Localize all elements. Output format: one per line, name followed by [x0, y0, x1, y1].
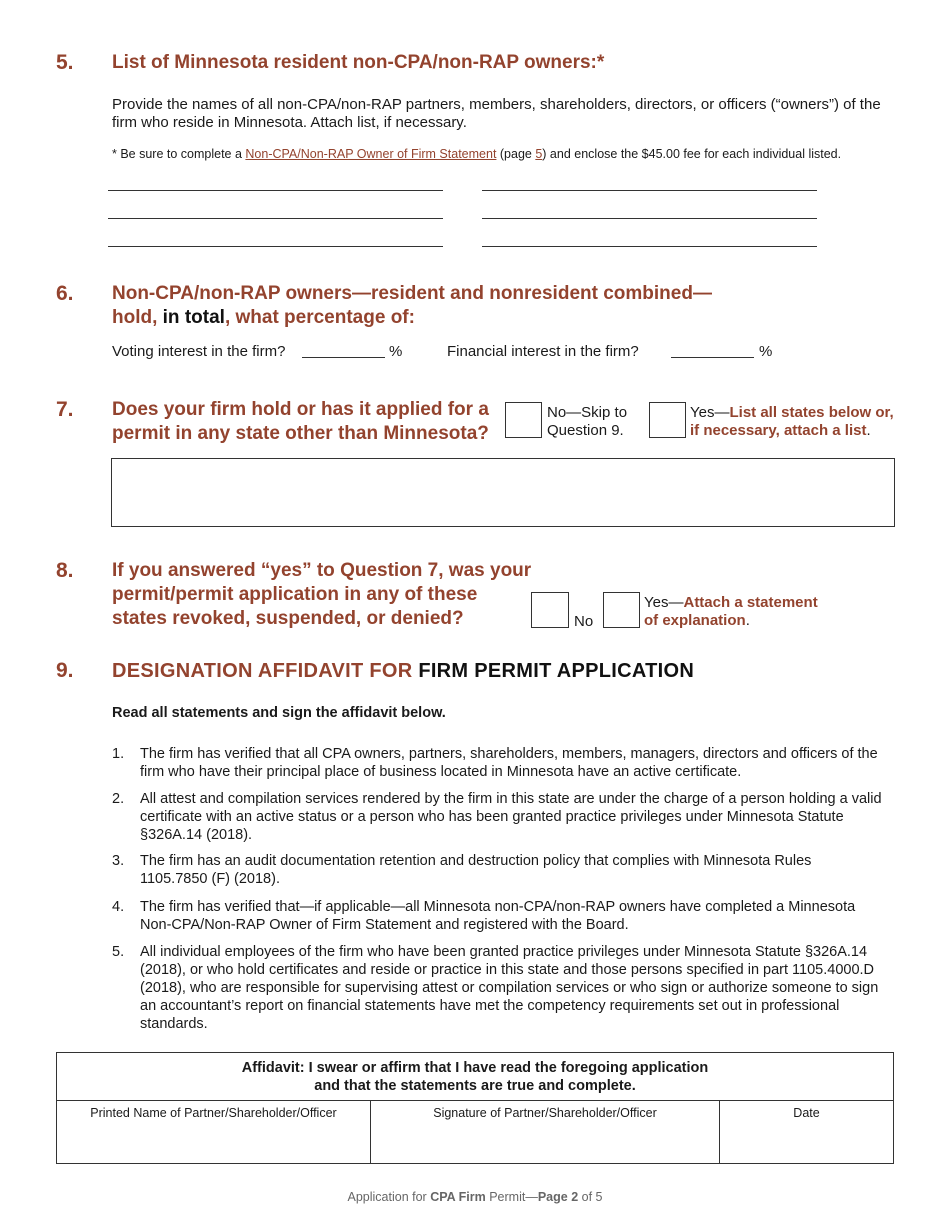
statement-number: 1. [112, 746, 125, 762]
q5-note-prefix: * Be sure to complete a [112, 147, 246, 161]
statement-number: 3. [112, 853, 125, 869]
page-5-link[interactable]: 5 [535, 147, 543, 161]
q7-yes-prefix: Yes— [690, 404, 730, 421]
q9-title-part-b: FIRM PERMIT APPLICATION [418, 660, 695, 682]
q8-yes-checkbox[interactable] [603, 592, 640, 628]
q6-title-part-a: hold, [112, 307, 163, 328]
q6-title [112, 282, 712, 330]
q5-title: List of Minnesota resident non-CPA/non-RAP owners:* [112, 52, 605, 73]
statement-number: 4. [112, 899, 125, 915]
q8-yes-prefix: Yes— [644, 594, 684, 611]
footer-prefix: Application for [347, 1190, 431, 1204]
footer-cpa-firm: CPA Firm [430, 1190, 486, 1204]
statement-text: All attest and compilation services rendered by the firm in this state are under the charge of a person holding a valid certificate with an active status or a person who has been granted practice privileges under Minnesota Statute §326A.14 (2018). [140, 791, 882, 843]
financial-interest-label: Financial interest in the firm? [447, 343, 639, 360]
q5-number: 5. [56, 51, 74, 74]
page-footer [0, 1190, 950, 1204]
q5-note [112, 147, 902, 161]
q6-title-part-b: in total [162, 307, 225, 328]
owner-name-line-3[interactable] [108, 218, 443, 219]
q8-yes-period: . [745, 612, 750, 629]
q8-yes-instruction: Attach a statement [683, 594, 818, 611]
q8-number: 8. [56, 559, 74, 582]
date-cell[interactable] [720, 1101, 894, 1164]
q8-yes-label [644, 594, 818, 630]
affidavit-table [56, 1052, 894, 1164]
owner-statement-link[interactable]: Non-CPA/Non-RAP Owner of Firm Statement [245, 147, 497, 161]
q9-title [112, 659, 694, 683]
q7-no-checkbox[interactable] [505, 402, 542, 438]
voting-interest-label: Voting interest in the firm? [112, 343, 286, 360]
owner-name-line-6[interactable] [482, 246, 817, 247]
q8-no-label: No [574, 613, 594, 630]
statement-text: The firm has verified that—if applicable—all Minnesota non-CPA/non-RAP owners have completed a Minnesota Non-CPA/Non-RAP Owner of Firm Statement and registered with the Board. [140, 899, 856, 933]
footer-suffix: of 5 [578, 1190, 603, 1204]
financial-percent-sign: % [759, 343, 773, 360]
footer-page-number: Page 2 [537, 1190, 579, 1204]
states-list-textarea[interactable] [111, 458, 895, 527]
q6-number: 6. [56, 282, 74, 305]
q7-title [112, 398, 489, 446]
q8-title [112, 559, 531, 631]
q5-note-suffix: ) and enclose the $45.00 fee for each individual listed. [542, 147, 842, 161]
q7-title-line1: Does your firm hold or has it applied for a [112, 399, 489, 420]
q6-title-line1: Non-CPA/non-RAP owners—resident and nonresident combined— [112, 283, 712, 304]
q8-yes-instruction-line2: of explanation [644, 612, 746, 629]
date-label: Date [793, 1106, 820, 1120]
q7-yes-label [690, 404, 894, 440]
owner-name-line-4[interactable] [482, 218, 817, 219]
owner-name-line-5[interactable] [108, 246, 443, 247]
q7-no-label [547, 404, 627, 440]
q7-no-line2: Question 9. [547, 422, 624, 439]
printed-name-label: Printed Name of Partner/Shareholder/Officer [90, 1106, 337, 1120]
q5-description: Provide the names of all non-CPA/non-RAP partners, members, shareholders, directors, or officers (“owners”) of the firm who reside in Minnesota. Attach list, if necessary. [112, 96, 881, 131]
q8-title-line2: permit/permit application in any of these [112, 584, 478, 605]
voting-interest-field[interactable] [302, 357, 385, 358]
footer-mid: Permit— [485, 1190, 538, 1204]
q7-title-line2: permit in any state other than Minnesota? [112, 423, 489, 444]
statement-text: The firm has an audit documentation retention and destruction policy that complies with Minnesota Rules 1105.7850 (F) (2018). [140, 853, 812, 887]
q6-title-part-c: , what percentage of: [224, 307, 415, 328]
q5-note-page-prefix: (page [496, 147, 536, 161]
q8-title-line1: If you answered “yes” to Question 7, was your [112, 560, 532, 581]
q9-number: 9. [56, 659, 74, 682]
q7-number: 7. [56, 398, 74, 421]
owner-name-line-2[interactable] [482, 190, 817, 191]
owner-name-line-1[interactable] [108, 190, 443, 191]
statement-number: 2. [112, 791, 125, 807]
q6-title-line2 [112, 306, 712, 330]
affidavit-statement [57, 1053, 894, 1101]
q7-yes-instruction: List all states below or, [729, 404, 894, 421]
q8-title-line3: states revoked, suspended, or denied? [112, 608, 464, 629]
q8-no-checkbox[interactable] [531, 592, 569, 628]
financial-interest-field[interactable] [671, 357, 754, 358]
statement-text: All individual employees of the firm who have been granted practice privileges under Minnesota Statute §326A.14 (2018), or who hold certificates and reside or practice in this state and those persons specified in part 1105.4000.D (2018), who are responsible for supervising attest or compilation services or who sign or authorize someone to sign an accountant’s report on financial statements have met the competency requirements set out in professional standards. [140, 944, 879, 1032]
statement-text: The firm has verified that all CPA owners, partners, shareholders, members, managers, directors and officers of the firm who have their principal place of business located in Minnesota have an active certificate. [140, 746, 878, 780]
q7-yes-instruction-line2: if necessary, attach a list [690, 422, 867, 439]
q9-instruction: Read all statements and sign the affidavit below. [112, 705, 446, 721]
signature-cell[interactable] [371, 1101, 720, 1164]
q7-yes-checkbox[interactable] [649, 402, 686, 438]
q7-yes-period: . [866, 422, 871, 439]
signature-label: Signature of Partner/Shareholder/Officer [433, 1106, 657, 1120]
statement-number: 5. [112, 944, 125, 960]
printed-name-cell[interactable] [57, 1101, 371, 1164]
affidavit-line2: and that the statements are true and complete. [314, 1077, 636, 1094]
q9-title-part-a: DESIGNATION AFFIDAVIT FOR [112, 660, 419, 682]
affidavit-line1: Affidavit: I swear or affirm that I have read the foregoing application [241, 1059, 709, 1076]
voting-percent-sign: % [389, 343, 403, 360]
q7-no-line1: No—Skip to [547, 404, 628, 421]
